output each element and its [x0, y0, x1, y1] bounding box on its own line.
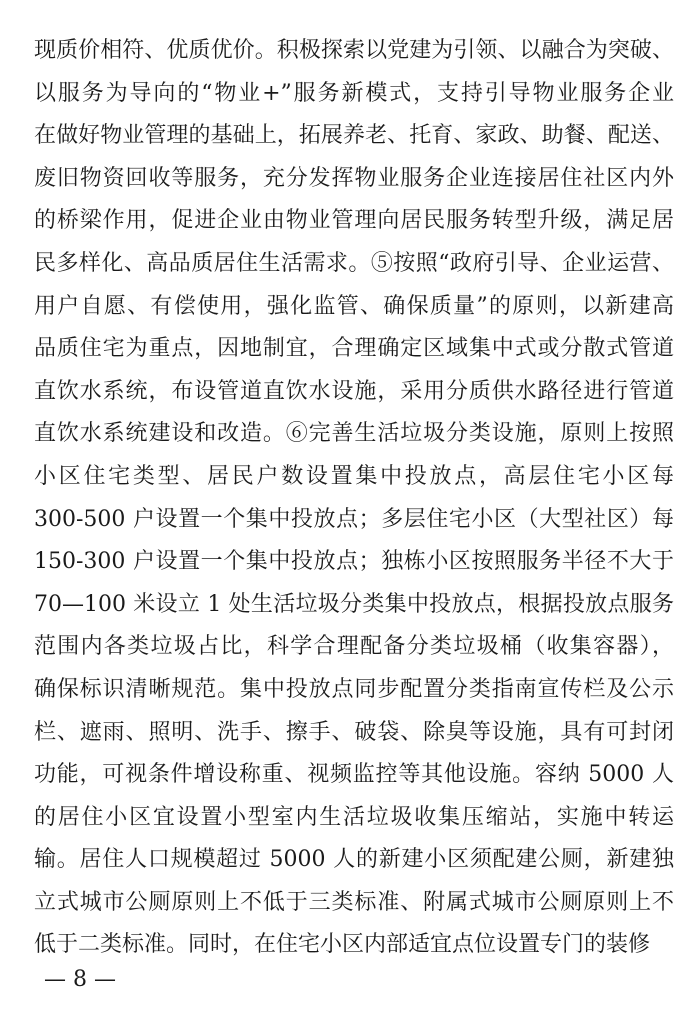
text-line: 现质价相符、优质优价。积极探索以党建为引领、以融合为突破、 [34, 38, 674, 63]
text-line: 输。居住人口规模超过 5000 人的新建小区须配建公厕，新建独 [34, 847, 674, 873]
text-line: 低于二类标准。同时，在住宅小区内部适宜点位设置专门的装修 [34, 932, 651, 958]
text-line: 功能，可视条件增设称重、视频监控等其他设施。容纳 5000 人 [34, 762, 674, 788]
text-line: 300-500 户设置一个集中投放点；多层住宅小区（大型社区）每 [34, 506, 674, 532]
text-line: 150-300 户设置一个集中投放点；独栋小区按照服务半径不大于 [34, 549, 674, 575]
text-line: 用户自愿、有偿使用，强化监管、确保质量”的原则，以新建高 [34, 293, 674, 319]
text-line: 70—100 米设立 1 处生活垃圾分类集中投放点，根据投放点服务 [34, 591, 674, 617]
text-line: 确保标识清晰规范。集中投放点同步配置分类指南宣传栏及公示 [34, 676, 674, 702]
text-line: 的桥梁作用，促进企业由物业管理向居民服务转型升级，满足居 [34, 208, 674, 234]
text-line: 品质住宅为重点，因地制宜，合理确定区域集中式或分散式管道 [34, 336, 674, 362]
text-line: 直饮水系统，布设管道直饮水设施，采用分质供水路径进行管道 [34, 378, 674, 404]
text-line: 立式城市公厕原则上不低于三类标准、附属式城市公厕原则上不 [34, 889, 674, 915]
text-line: 废旧物资回收等服务，充分发挥物业服务企业连接居住社区内外 [34, 165, 674, 191]
text-line: 直饮水系统建设和改造。⑥完善生活垃圾分类设施，原则上按照 [34, 421, 674, 447]
text-line: 栏、遮雨、照明、洗手、擦手、破袋、除臭等设施，具有可封闭 [34, 719, 674, 745]
text-line: 范围内各类垃圾占比，科学合理配备分类垃圾桶（收集容器）， [34, 634, 674, 660]
text-line: 在做好物业管理的基础上，拓展养老、托育、家政、助餐、配送、 [34, 123, 674, 149]
body-text [34, 30, 674, 967]
text-line: 民多样化、高品质居住生活需求。⑤按照“政府引导、企业运营、 [34, 250, 674, 276]
text-line: 以服务为导向的“物业+”服务新模式，支持引导物业服务企业 [34, 80, 674, 106]
page-number: — 8 — [44, 967, 116, 992]
text-line: 的居住小区宜设置小型室内生活垃圾收集压缩站，实施中转运 [34, 804, 674, 830]
text-line: 小区住宅类型、居民户数设置集中投放点，高层住宅小区每 [34, 463, 674, 489]
